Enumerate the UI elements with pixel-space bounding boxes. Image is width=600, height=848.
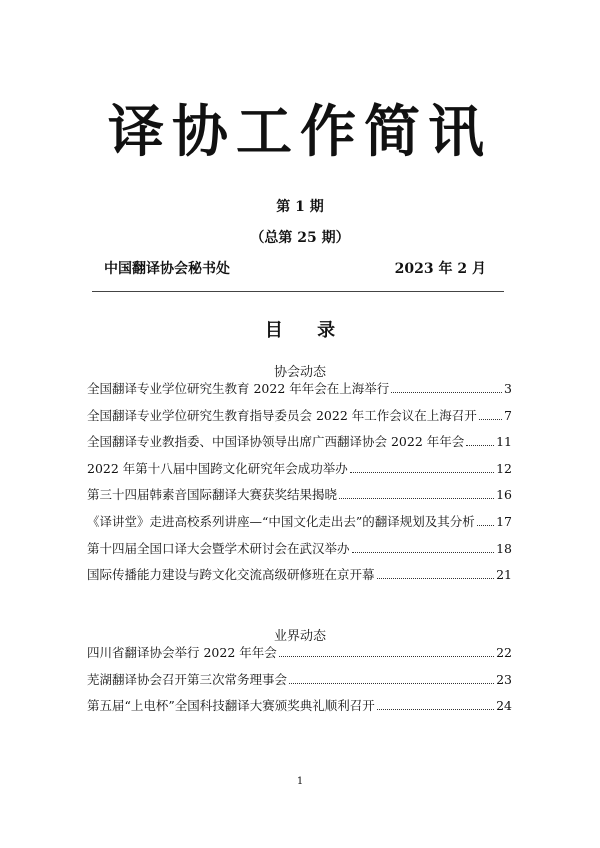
toc-entry-page: 16: [496, 487, 512, 503]
toc-entry-title: 全国翻译专业学位研究生教育 2022 年年会在上海举行: [87, 381, 390, 396]
toc-entry[interactable]: [87, 432, 512, 459]
toc-leader-dots: [377, 578, 495, 579]
toc-entry-title: 《译讲堂》走进高校系列讲座—“中国文化走出去”的翻译规划及其分析: [87, 513, 475, 529]
toc-entry-page: 17: [496, 513, 512, 529]
toc-leader-dots: [339, 498, 494, 499]
toc-entry-page: 18: [496, 540, 512, 556]
toc-entry-title: 四川省翻译协会举行 2022 年年会: [87, 645, 277, 660]
toc-leader-dots: [391, 392, 502, 393]
toc-entry[interactable]: [87, 670, 512, 697]
toc-entry-page: 22: [496, 645, 512, 660]
toc-leader-dots: [479, 419, 502, 420]
toc-entry-title: 第十四届全国口译大会暨学术研讨会在武汉举办: [87, 540, 350, 556]
toc-entry-title: 芜湖翻译协会召开第三次常务理事会: [87, 671, 288, 687]
toc-entry[interactable]: [87, 565, 512, 592]
issue-number: 第 1 期: [276, 199, 324, 215]
toc-section-heading-industry-news: 业界动态: [273, 629, 326, 644]
toc-entry-title: 国际传播能力建设与跨文化交流高级研修班在京开幕: [87, 567, 375, 583]
toc-entry[interactable]: [87, 459, 512, 486]
toc-entry[interactable]: [87, 406, 512, 433]
toc-title: 目 录: [264, 320, 350, 341]
toc-entry-page: 12: [496, 460, 512, 476]
toc-entry-page: 24: [496, 698, 512, 714]
issue-total-number: （总第 25 期）: [250, 230, 350, 246]
toc-entry[interactable]: [87, 485, 512, 512]
toc-entry-page: 7: [504, 407, 512, 423]
toc-leader-dots: [466, 445, 494, 446]
toc-entry-page: 3: [504, 381, 512, 396]
toc-entry-page: 11: [496, 434, 512, 450]
toc-leader-dots: [350, 472, 494, 473]
toc-leader-dots: [477, 525, 494, 526]
toc-leader-dots: [289, 683, 494, 684]
toc-entry-title: 全国翻译专业学位研究生教育指导委员会 2022 年工作会议在上海召开: [87, 407, 477, 423]
newsletter-title: 译协工作简讯: [108, 99, 492, 165]
toc-section-heading-association-news: 协会动态: [273, 365, 326, 380]
toc-leader-dots: [377, 709, 494, 710]
header-divider: [92, 291, 504, 292]
toc-entry[interactable]: [87, 643, 512, 670]
toc-leader-dots: [279, 656, 494, 657]
toc-entry[interactable]: [87, 379, 512, 406]
toc-entry-page: 21: [496, 567, 512, 583]
page-number: 1: [296, 776, 304, 787]
toc-list-industry-news: [87, 643, 512, 723]
toc-entry-page: 23: [496, 671, 512, 687]
toc-entry[interactable]: [87, 696, 512, 723]
toc-entry[interactable]: [87, 512, 512, 539]
toc-entry-title: 2022 年第十八届中国跨文化研究年会成功举办: [87, 460, 348, 476]
toc-list-association-news: [87, 379, 512, 592]
toc-entry[interactable]: [87, 539, 512, 566]
toc-leader-dots: [352, 552, 495, 553]
toc-entry-title: 第三十四届韩素音国际翻译大赛获奖结果揭晓: [87, 487, 338, 503]
toc-entry-title: 全国翻译专业教指委、中国译协领导出席广西翻译协会 2022 年年会: [87, 434, 465, 450]
publication-date: 2023 年 2 月: [394, 261, 486, 277]
toc-entry-title: 第五届“上电杯”全国科技翻译大赛颁奖典礼顺利召开: [87, 698, 375, 714]
publisher: 中国翻译协会秘书处: [104, 261, 230, 277]
